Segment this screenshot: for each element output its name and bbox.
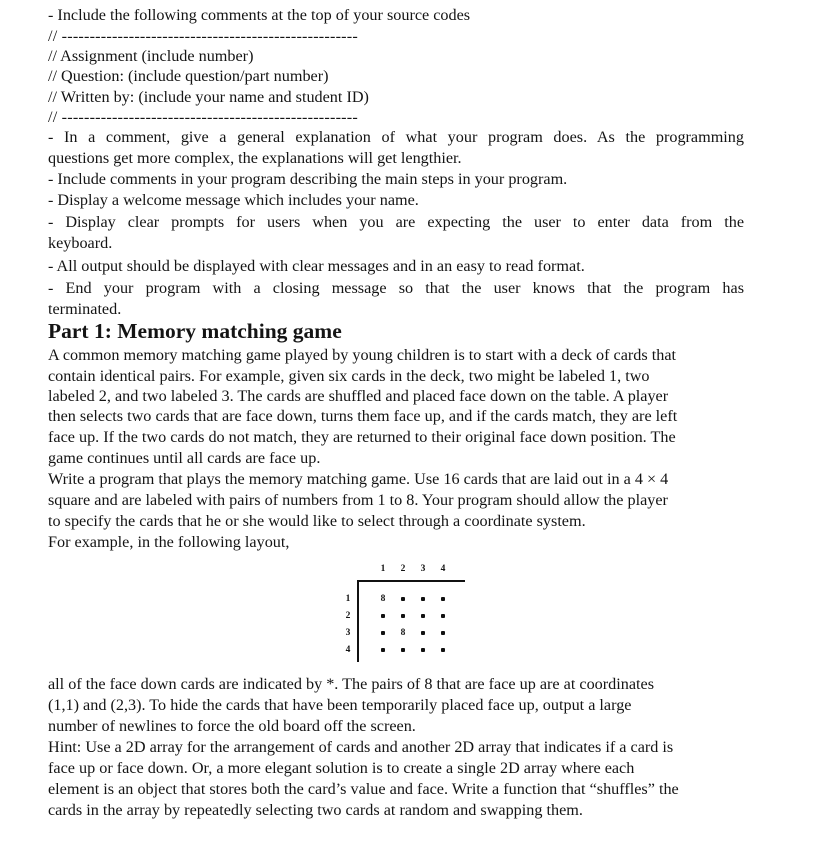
face-down-card xyxy=(401,614,405,618)
board-layout-figure xyxy=(332,560,464,668)
board-axis-vertical xyxy=(357,580,359,662)
body-line: Write a program that plays the memory matching game. Use 16 cards that are laid out in a 4 × 4 xyxy=(48,470,669,488)
instruction-line: questions get more complex, the explanations will get lengthier. xyxy=(48,149,462,167)
comment-line: // Written by: (include your name and student ID) xyxy=(48,88,369,106)
hint-line: Hint: Use a 2D array for the arrangement of cards and another 2D array that indicates if a card is xyxy=(48,738,674,756)
body-line: (1,1) and (2,3). To hide the cards that have been temporarily placed face up, output a large xyxy=(48,696,632,714)
hint-line: face up or face down. Or, a more elegant solution is to create a single 2D array where each xyxy=(48,759,635,777)
body-line: all of the face down cards are indicated by *. The pairs of 8 that are face up are at coordinates xyxy=(48,675,655,693)
instruction-line: keyboard. xyxy=(48,234,113,252)
comment-line: // Question: (include question/part number) xyxy=(48,67,329,85)
instruction-line: - Display clear prompts for users when you are expecting the user to enter data from the xyxy=(48,213,744,231)
instruction-line: - End your program with a closing message so that the user knows that the program has xyxy=(48,279,744,297)
body-line: game continues until all cards are face up. xyxy=(48,449,321,467)
body-line: to specify the cards that he or she would like to select through a coordinate system. xyxy=(48,512,586,530)
face-down-card xyxy=(421,597,425,601)
face-down-card xyxy=(441,648,445,652)
column-header: 2 xyxy=(400,564,406,574)
hint-line: element is an object that stores both the card’s value and face. Write a function that “shuffles” the xyxy=(48,780,679,798)
body-line: contain identical pairs. For example, given six cards in the deck, two might be labeled 1, two xyxy=(48,367,650,385)
body-line: face up. If the two cards do not match, they are returned to their original face down position. The xyxy=(48,428,676,446)
body-line: For example, in the following layout, xyxy=(48,533,290,551)
instruction-line: - Include the following comments at the top of your source codes xyxy=(48,6,471,24)
face-down-card xyxy=(421,631,425,635)
comment-line: // Assignment (include number) xyxy=(48,47,254,65)
column-header: 4 xyxy=(440,564,446,574)
face-up-card: 8 xyxy=(400,628,406,638)
body-line: A common memory matching game played by young children is to start with a deck of cards that xyxy=(48,346,677,364)
hint-line: cards in the array by repeatedly selecting two cards at random and swapping them. xyxy=(48,801,583,819)
body-line: number of newlines to force the old board off the screen. xyxy=(48,717,416,735)
instruction-line: - Include comments in your program describing the main steps in your program. xyxy=(48,170,568,188)
column-header: 3 xyxy=(420,564,426,574)
face-down-card xyxy=(421,614,425,618)
face-up-card: 8 xyxy=(380,594,386,604)
face-down-card xyxy=(441,631,445,635)
instruction-line: - Display a welcome message which includes your name. xyxy=(48,191,419,209)
row-header: 3 xyxy=(345,628,351,638)
face-down-card xyxy=(441,614,445,618)
comment-divider: // ----------------------------------------------------- xyxy=(48,27,358,45)
instruction-line: - All output should be displayed with clear messages and in an easy to read format. xyxy=(48,257,585,275)
face-down-card xyxy=(441,597,445,601)
face-down-card xyxy=(381,648,385,652)
comment-divider: // ----------------------------------------------------- xyxy=(48,108,358,126)
row-header: 2 xyxy=(345,611,351,621)
board-axis-horizontal xyxy=(357,580,465,582)
body-line: square and are labeled with pairs of numbers from 1 to 8. Your program should allow the player xyxy=(48,491,668,509)
face-down-card xyxy=(381,631,385,635)
instruction-line: - In a comment, give a general explanation of what your program does. As the programming xyxy=(48,128,744,146)
face-down-card xyxy=(381,614,385,618)
body-line: labeled 2, and two labeled 3. The cards are shuffled and placed face down on the table. A player xyxy=(48,387,669,405)
face-down-card xyxy=(401,648,405,652)
face-down-card xyxy=(401,597,405,601)
section-heading: Part 1: Memory matching game xyxy=(48,319,342,343)
column-header: 1 xyxy=(380,564,386,574)
body-line: then selects two cards that are face down, turns them face up, and if the cards match, they are left xyxy=(48,407,678,425)
face-down-card xyxy=(421,648,425,652)
row-header: 4 xyxy=(345,645,351,655)
instruction-line: terminated. xyxy=(48,300,122,318)
row-header: 1 xyxy=(345,594,351,604)
